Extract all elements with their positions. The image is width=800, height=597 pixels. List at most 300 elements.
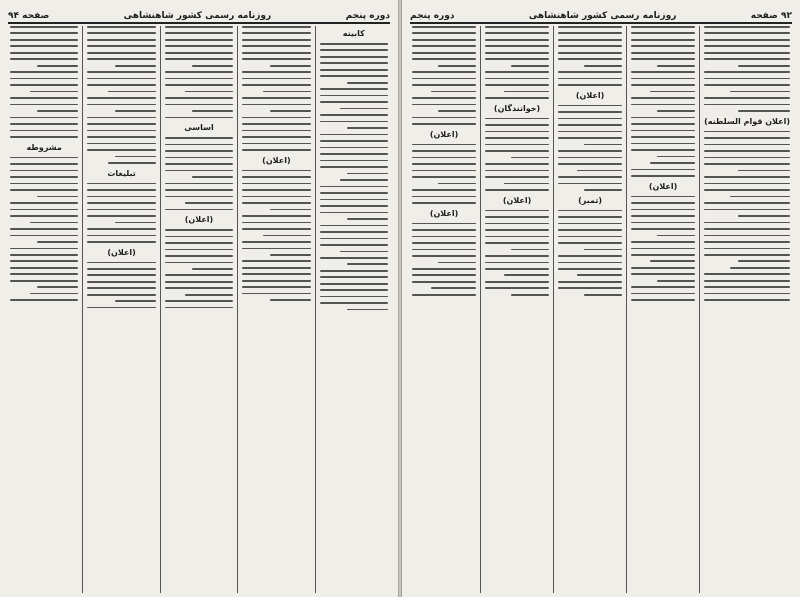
text-line bbox=[340, 108, 388, 110]
right-page-period: دوره پنجم bbox=[410, 11, 455, 21]
column-text bbox=[242, 170, 310, 301]
text-line bbox=[10, 202, 78, 204]
article-heading: (اعلان) bbox=[107, 247, 136, 257]
text-line bbox=[631, 209, 695, 211]
text-line bbox=[165, 39, 233, 41]
text-line bbox=[340, 251, 388, 253]
text-line bbox=[10, 52, 78, 54]
text-line bbox=[87, 78, 155, 80]
text-line bbox=[242, 78, 310, 80]
text-line bbox=[704, 176, 790, 178]
text-line bbox=[320, 244, 388, 246]
text-line bbox=[10, 157, 78, 159]
text-line bbox=[115, 110, 156, 112]
column-text bbox=[485, 210, 549, 296]
text-line bbox=[87, 268, 155, 270]
text-line bbox=[165, 183, 233, 185]
article-heading: (اعلان قوام السلطنه) bbox=[704, 116, 790, 126]
text-line bbox=[320, 289, 388, 291]
text-line bbox=[558, 26, 622, 28]
text-line bbox=[631, 293, 695, 295]
text-line bbox=[10, 260, 78, 262]
text-line bbox=[320, 88, 388, 90]
text-line bbox=[320, 302, 388, 304]
text-line bbox=[631, 202, 695, 204]
text-line bbox=[704, 248, 790, 250]
text-line bbox=[242, 32, 310, 34]
text-line bbox=[558, 124, 622, 126]
text-line bbox=[412, 150, 476, 152]
text-line bbox=[165, 163, 233, 165]
text-line bbox=[320, 283, 388, 285]
text-line bbox=[192, 65, 233, 67]
text-line bbox=[412, 117, 476, 119]
text-line bbox=[87, 235, 155, 237]
text-line bbox=[704, 84, 790, 86]
text-line bbox=[504, 91, 549, 93]
text-line bbox=[242, 280, 310, 282]
text-line bbox=[165, 144, 233, 146]
text-line bbox=[10, 189, 78, 191]
column-text bbox=[558, 26, 622, 86]
text-line bbox=[37, 196, 78, 198]
text-line bbox=[242, 273, 310, 275]
text-line bbox=[87, 32, 155, 34]
text-line bbox=[242, 170, 310, 172]
column-text bbox=[10, 26, 78, 138]
article-heading: (اعلان) bbox=[502, 195, 532, 205]
text-line bbox=[108, 91, 156, 93]
text-line bbox=[242, 104, 310, 106]
text-line bbox=[631, 130, 695, 132]
text-line bbox=[165, 281, 233, 283]
article-heading: اساسی bbox=[184, 123, 214, 133]
text-line bbox=[10, 254, 78, 256]
text-line bbox=[30, 293, 78, 295]
text-line bbox=[320, 69, 388, 71]
text-line bbox=[558, 84, 622, 86]
text-line bbox=[242, 189, 310, 191]
text-line bbox=[631, 169, 695, 171]
text-line bbox=[485, 176, 549, 178]
text-line bbox=[704, 235, 790, 237]
text-line bbox=[10, 32, 78, 34]
column-text bbox=[412, 26, 476, 125]
text-line bbox=[165, 150, 233, 152]
text-line bbox=[87, 26, 155, 28]
text-line bbox=[412, 281, 476, 283]
text-line bbox=[87, 71, 155, 73]
text-line bbox=[738, 170, 790, 172]
article-heading: (اعلان) bbox=[575, 90, 605, 100]
text-line bbox=[87, 52, 155, 54]
column-text bbox=[165, 137, 233, 210]
text-line bbox=[738, 215, 790, 217]
text-line bbox=[504, 274, 549, 276]
right-page-number: ۹۲ صفحه bbox=[750, 11, 792, 21]
text-line bbox=[631, 273, 695, 275]
text-line bbox=[320, 257, 388, 259]
text-line bbox=[631, 32, 695, 34]
left-column-4 bbox=[83, 26, 160, 593]
text-line bbox=[631, 84, 695, 86]
text-line bbox=[165, 287, 233, 289]
text-line bbox=[320, 95, 388, 97]
text-line bbox=[242, 202, 310, 204]
article-heading: تبلیغات bbox=[107, 168, 136, 178]
text-line bbox=[192, 110, 233, 112]
text-line bbox=[347, 173, 388, 175]
text-line bbox=[704, 189, 790, 191]
text-line bbox=[558, 229, 622, 231]
text-line bbox=[704, 58, 790, 60]
text-line bbox=[438, 65, 476, 67]
text-line bbox=[704, 45, 790, 47]
text-line bbox=[320, 205, 388, 207]
text-line bbox=[165, 97, 233, 99]
text-line bbox=[165, 26, 233, 28]
text-line bbox=[631, 149, 695, 151]
text-line bbox=[412, 189, 476, 191]
text-line bbox=[485, 262, 549, 264]
text-line bbox=[577, 274, 622, 276]
text-line bbox=[37, 65, 78, 67]
text-line bbox=[263, 91, 311, 93]
text-line bbox=[412, 196, 476, 198]
left-page-header bbox=[8, 6, 390, 24]
text-line bbox=[87, 45, 155, 47]
text-line bbox=[10, 267, 78, 269]
text-line bbox=[657, 280, 695, 282]
text-line bbox=[631, 78, 695, 80]
text-line bbox=[511, 65, 549, 67]
column-text bbox=[631, 196, 695, 301]
text-line bbox=[165, 307, 233, 309]
text-line bbox=[504, 183, 549, 185]
text-line bbox=[704, 26, 790, 28]
right-column-1 bbox=[700, 26, 794, 593]
text-line bbox=[485, 150, 549, 152]
text-line bbox=[657, 156, 695, 158]
text-line bbox=[412, 71, 476, 73]
text-line bbox=[242, 222, 310, 224]
text-line bbox=[704, 254, 790, 256]
text-line bbox=[704, 222, 790, 224]
text-line bbox=[657, 65, 695, 67]
text-line bbox=[10, 183, 78, 185]
text-line bbox=[10, 45, 78, 47]
text-line bbox=[242, 183, 310, 185]
column-text bbox=[165, 229, 233, 308]
text-line bbox=[558, 281, 622, 283]
text-line bbox=[87, 136, 155, 138]
text-line bbox=[412, 223, 476, 225]
text-line bbox=[485, 32, 549, 34]
text-line bbox=[704, 131, 790, 133]
text-line bbox=[320, 160, 388, 162]
text-line bbox=[631, 248, 695, 250]
text-line bbox=[87, 58, 155, 60]
text-line bbox=[115, 65, 156, 67]
right-column-4 bbox=[481, 26, 554, 593]
text-line bbox=[87, 215, 155, 217]
text-line bbox=[320, 238, 388, 240]
text-line bbox=[37, 241, 78, 243]
text-line bbox=[485, 78, 549, 80]
text-line bbox=[108, 162, 156, 164]
text-line bbox=[242, 26, 310, 28]
text-line bbox=[320, 147, 388, 149]
text-line bbox=[30, 222, 78, 224]
article-heading: (اعلان) bbox=[262, 155, 291, 165]
text-line bbox=[738, 65, 790, 67]
article-heading: (تمبر) bbox=[578, 195, 603, 205]
text-line bbox=[704, 97, 790, 99]
text-line bbox=[320, 134, 388, 136]
text-line bbox=[87, 307, 155, 309]
text-line bbox=[10, 117, 78, 119]
text-line bbox=[165, 52, 233, 54]
text-line bbox=[242, 136, 310, 138]
text-line bbox=[558, 262, 622, 264]
text-line bbox=[347, 263, 388, 265]
text-line bbox=[584, 294, 622, 296]
text-line bbox=[320, 62, 388, 64]
text-line bbox=[558, 71, 622, 73]
text-line bbox=[631, 58, 695, 60]
column-text bbox=[412, 223, 476, 296]
text-line bbox=[558, 78, 622, 80]
text-line bbox=[185, 202, 233, 204]
text-line bbox=[87, 241, 155, 243]
left-column-1 bbox=[316, 26, 392, 593]
right-column-3 bbox=[554, 26, 627, 593]
text-line bbox=[412, 157, 476, 159]
text-line bbox=[242, 241, 310, 243]
article-heading: (اعلان) bbox=[184, 215, 214, 225]
text-line bbox=[485, 281, 549, 283]
text-line bbox=[558, 268, 622, 270]
text-line bbox=[485, 229, 549, 231]
text-line bbox=[431, 287, 476, 289]
text-line bbox=[412, 45, 476, 47]
text-line bbox=[558, 137, 622, 139]
column-text bbox=[631, 26, 695, 177]
text-line bbox=[558, 242, 622, 244]
text-line bbox=[115, 300, 156, 302]
text-line bbox=[10, 280, 78, 282]
text-line bbox=[10, 123, 78, 125]
article-heading: کابینه bbox=[342, 29, 365, 38]
text-line bbox=[320, 231, 388, 233]
right-page-columns bbox=[408, 26, 794, 593]
text-line bbox=[631, 196, 695, 198]
text-line bbox=[165, 45, 233, 47]
text-line bbox=[438, 110, 476, 112]
text-line bbox=[558, 210, 622, 212]
text-line bbox=[37, 110, 78, 112]
text-line bbox=[558, 39, 622, 41]
text-line bbox=[242, 196, 310, 198]
article-heading: (خوانندگان) bbox=[493, 103, 541, 113]
text-line bbox=[558, 111, 622, 113]
text-line bbox=[115, 222, 156, 224]
text-line bbox=[263, 235, 311, 237]
right-column-5 bbox=[408, 26, 481, 593]
text-line bbox=[10, 215, 78, 217]
text-line bbox=[87, 209, 155, 211]
text-line bbox=[584, 65, 622, 67]
text-line bbox=[704, 157, 790, 159]
text-line bbox=[242, 228, 310, 230]
text-line bbox=[511, 249, 549, 251]
text-line bbox=[558, 216, 622, 218]
text-line bbox=[165, 170, 233, 172]
text-line bbox=[412, 274, 476, 276]
text-line bbox=[87, 202, 155, 204]
text-line bbox=[485, 39, 549, 41]
article-heading: (اعلان) bbox=[429, 129, 459, 139]
text-line bbox=[631, 45, 695, 47]
text-line bbox=[412, 84, 476, 86]
column-text bbox=[485, 26, 549, 99]
text-line bbox=[10, 78, 78, 80]
text-line bbox=[631, 175, 695, 177]
text-line bbox=[87, 228, 155, 230]
text-line bbox=[87, 183, 155, 185]
text-line bbox=[631, 299, 695, 301]
text-line bbox=[485, 242, 549, 244]
text-line bbox=[320, 56, 388, 58]
text-line bbox=[558, 157, 622, 159]
text-line bbox=[10, 228, 78, 230]
text-line bbox=[242, 149, 310, 151]
text-line bbox=[165, 236, 233, 238]
text-line bbox=[242, 176, 310, 178]
text-line bbox=[558, 58, 622, 60]
text-line bbox=[584, 249, 622, 251]
text-line bbox=[738, 110, 790, 112]
text-line bbox=[87, 196, 155, 198]
text-line bbox=[412, 229, 476, 231]
text-line bbox=[412, 32, 476, 34]
text-line bbox=[704, 150, 790, 152]
text-line bbox=[165, 249, 233, 251]
text-line bbox=[87, 274, 155, 276]
text-line bbox=[165, 255, 233, 257]
text-line bbox=[320, 276, 388, 278]
text-line bbox=[412, 104, 476, 106]
text-line bbox=[270, 299, 311, 301]
text-line bbox=[584, 144, 622, 146]
text-line bbox=[650, 91, 695, 93]
text-line bbox=[320, 153, 388, 155]
column-text bbox=[87, 26, 155, 164]
left-page-title: روزنامه رسمی کشور شاهنشاهی bbox=[123, 11, 272, 21]
text-line bbox=[412, 97, 476, 99]
text-line bbox=[320, 270, 388, 272]
right-column-2 bbox=[627, 26, 700, 593]
text-line bbox=[558, 183, 622, 185]
text-line bbox=[485, 52, 549, 54]
text-line bbox=[704, 144, 790, 146]
text-line bbox=[657, 110, 695, 112]
text-line bbox=[87, 294, 155, 296]
text-line bbox=[242, 130, 310, 132]
text-line bbox=[485, 131, 549, 133]
text-line bbox=[485, 45, 549, 47]
text-line bbox=[558, 105, 622, 107]
text-line bbox=[412, 78, 476, 80]
text-line bbox=[270, 65, 311, 67]
text-line bbox=[511, 157, 549, 159]
text-line bbox=[650, 162, 695, 164]
text-line bbox=[558, 236, 622, 238]
text-line bbox=[10, 104, 78, 106]
text-line bbox=[704, 71, 790, 73]
text-line bbox=[631, 117, 695, 119]
text-line bbox=[558, 52, 622, 54]
left-page bbox=[0, 0, 398, 597]
text-line bbox=[320, 114, 388, 116]
text-line bbox=[165, 32, 233, 34]
text-line bbox=[165, 71, 233, 73]
text-line bbox=[704, 241, 790, 243]
text-line bbox=[631, 52, 695, 54]
text-line bbox=[242, 260, 310, 262]
text-line bbox=[738, 260, 790, 262]
text-line bbox=[412, 52, 476, 54]
text-line bbox=[320, 121, 388, 123]
text-line bbox=[165, 242, 233, 244]
text-line bbox=[242, 71, 310, 73]
text-line bbox=[485, 84, 549, 86]
text-line bbox=[631, 71, 695, 73]
text-line bbox=[704, 228, 790, 230]
text-line bbox=[10, 209, 78, 211]
text-line bbox=[270, 110, 311, 112]
text-line bbox=[87, 104, 155, 106]
text-line bbox=[165, 58, 233, 60]
text-line bbox=[704, 32, 790, 34]
text-line bbox=[87, 39, 155, 41]
left-page-columns bbox=[6, 26, 392, 593]
text-line bbox=[10, 299, 78, 301]
text-line bbox=[485, 223, 549, 225]
text-line bbox=[165, 209, 233, 211]
text-line bbox=[10, 170, 78, 172]
text-line bbox=[242, 248, 310, 250]
text-line bbox=[631, 254, 695, 256]
text-line bbox=[185, 91, 233, 93]
text-line bbox=[87, 130, 155, 132]
text-line bbox=[485, 216, 549, 218]
text-line bbox=[485, 118, 549, 120]
text-line bbox=[631, 104, 695, 106]
column-text bbox=[412, 144, 476, 204]
text-line bbox=[87, 189, 155, 191]
column-text bbox=[704, 131, 790, 301]
text-line bbox=[242, 293, 310, 295]
text-line bbox=[165, 78, 233, 80]
text-line bbox=[10, 97, 78, 99]
text-line bbox=[704, 209, 790, 211]
text-line bbox=[242, 143, 310, 145]
text-line bbox=[631, 97, 695, 99]
text-line bbox=[87, 123, 155, 125]
left-page-number: صفحه ۹۴ bbox=[8, 11, 50, 21]
text-line bbox=[320, 212, 388, 214]
